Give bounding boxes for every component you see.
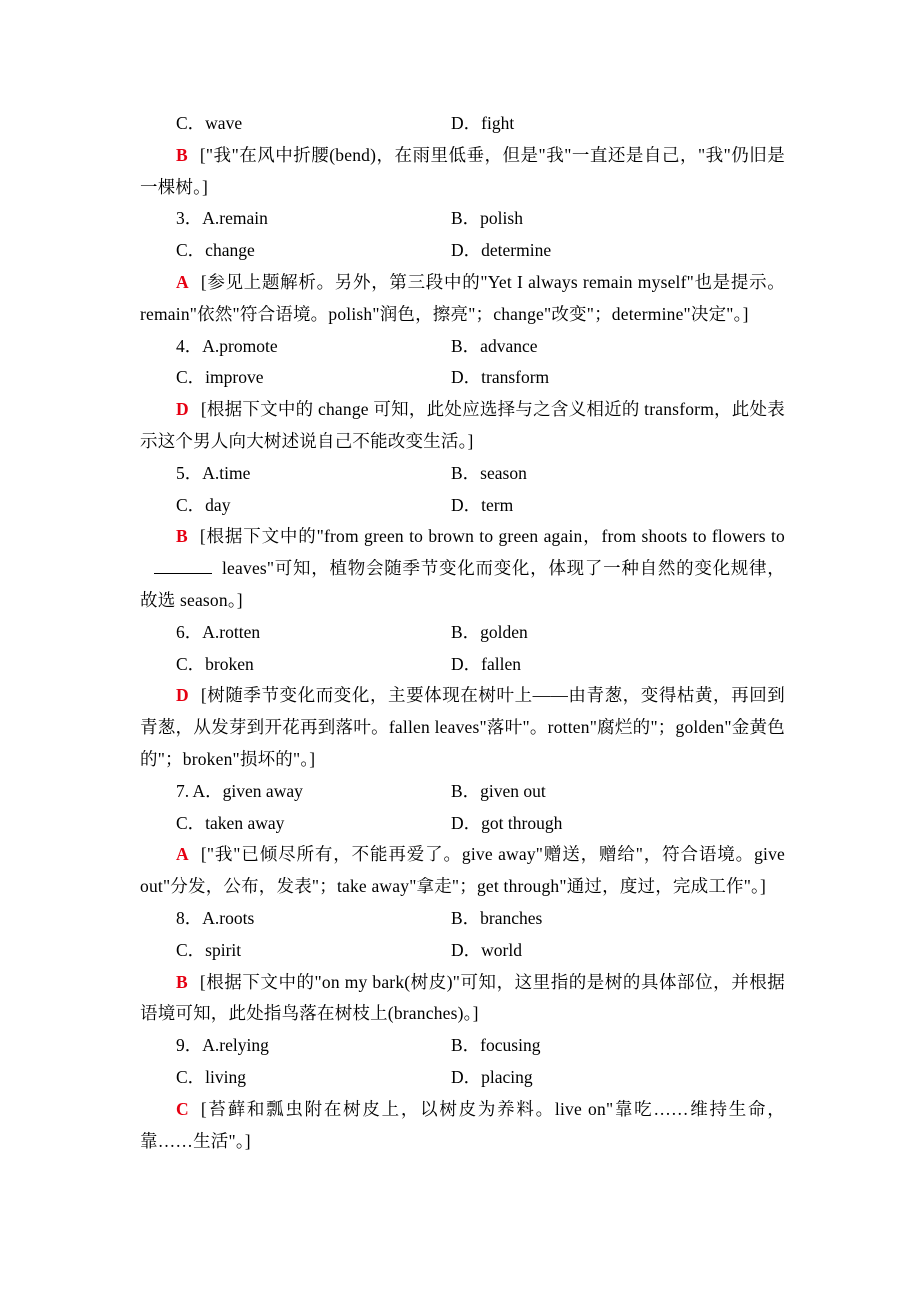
option-b: B．polish [451,208,523,229]
explanation-text: ["我"已倾尽所有，不能再爱了。give away"赠送，赠给"，符合语境。give out"分发，公布，发表"；take away"拿走"；get through"通过，度过，完成工作"。] [140,844,785,897]
option-a: 9．A.relying [176,1035,269,1056]
option-a: 3．A.remain [176,208,268,229]
options-row-ab [140,903,785,935]
explanation-text: ["我"在风中折腰(bend)，在雨里低垂，但是"我"一直还是自己，"我"仍旧是一棵树。] [140,144,785,197]
answer-letter: A [176,271,189,292]
explanation [140,680,785,775]
options-row-ab [140,1030,785,1062]
answer-letter: C [176,1098,189,1119]
option-d: D．fight [451,113,515,133]
option-c: C．wave [176,113,243,133]
explanation-text-pre: [根据下文中的"from green to brown to green again，from shoots to flowers to [199,526,785,547]
option-c: C．spirit [176,939,242,960]
options-row-cd [140,935,785,967]
option-d: D．fallen [451,653,521,674]
option-b: B．focusing [451,1035,541,1056]
options-row-cd [140,235,785,267]
options-row-cd [140,490,785,522]
options-row-cd [140,1062,785,1094]
option-c: C．improve [176,367,264,388]
option-b: B．golden [451,621,528,642]
answer-letter: D [176,399,189,420]
explanation-text: [参见上题解析。另外，第三段中的"Yet I always remain myself"也是提示。remain"依然"符合语境。polish"润色，擦亮"；change"改变"；determine"决定"。] [140,271,785,324]
option-a: 7. A．given away [176,780,303,801]
explanation-text: [根据下文中的"on my bark(树皮)"可知，这里指的是树的具体部位，并根据语境可知，此处指鸟落在树枝上(branches)。] [140,971,785,1024]
option-b: B．given out [451,780,546,801]
explanation [140,521,785,616]
options-row-cd [140,108,785,140]
option-b: B．branches [451,907,543,928]
option-d: D．got through [451,812,563,833]
option-c: C．taken away [176,812,285,833]
explanation-text-post: leaves"可知，植物会随季节变化而变化，体现了一种自然的变化规律，故选 season。] [140,558,785,610]
option-c: C．day [176,494,231,515]
option-a: 6．A.rotten [176,621,261,642]
document-page [140,108,785,1157]
explanation-text: [苔藓和瓢虫附在树皮上，以树皮为养料。live on"靠吃……维持生命，靠……生活"。] [140,1098,785,1151]
explanation-text: [根据下文中的 change 可知，此处应选择与之含义相近的 transform，此处表示这个男人向大树述说自己不能改变生活。] [140,399,785,451]
explanation [140,140,785,204]
options-row-cd [140,362,785,394]
option-d: D．transform [451,367,550,388]
options-row-ab [140,331,785,363]
options-row-ab [140,617,785,649]
answer-letter: A [176,844,189,865]
option-a: 5．A.time [176,462,251,483]
option-d: D．world [451,939,522,960]
explanation [140,839,785,903]
option-d: D．determine [451,240,552,261]
options-row-cd [140,808,785,840]
answer-letter: B [176,971,188,992]
options-row-ab [140,203,785,235]
options-row-cd [140,649,785,681]
option-c: C．broken [176,653,254,674]
option-a: 8．A.roots [176,907,255,928]
explanation-text: [树随季节变化而变化，主要体现在树叶上——由青葱，变得枯黄，再回到青葱，从发芽到开花再到落叶。fallen leaves"落叶"。rotten"腐烂的"；golden"金黄色的"；broken"损坏的"。] [140,685,785,769]
answer-letter: B [176,144,188,165]
explanation [140,267,785,331]
options-row-ab [140,776,785,808]
option-b: B．advance [451,335,538,356]
explanation [140,967,785,1031]
option-a: 4．A.promote [176,335,278,356]
fill-in-blank [154,559,212,574]
explanation [140,394,785,458]
explanation [140,1094,785,1158]
option-c: C．change [176,240,255,261]
option-b: B．season [451,462,527,483]
option-c: C．living [176,1066,247,1087]
option-d: D．term [451,494,514,515]
option-d: D．placing [451,1066,533,1087]
answer-letter: D [176,685,189,706]
answer-letter: B [176,526,188,547]
options-row-ab [140,458,785,490]
